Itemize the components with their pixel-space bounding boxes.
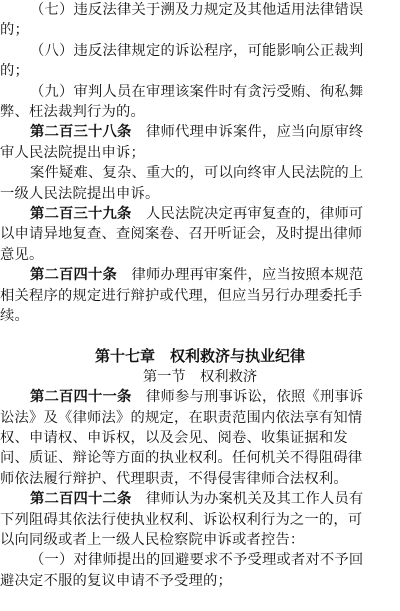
article-line: [30, 387, 363, 407]
line-text: 律师代理申诉案件，应当向原审终: [131, 124, 364, 141]
text-line: [30, 41, 363, 61]
article-number: 第二百三十八条: [30, 124, 132, 141]
line-text: 的；: [0, 22, 29, 39]
line-text: 避决定不服的复议申请不予受理的；: [0, 572, 232, 589]
line-text: 弊、枉法裁判行为的。: [0, 104, 145, 120]
text-line: [0, 102, 145, 122]
text-line: [0, 428, 348, 448]
line-text: 权、申请权、申诉权，以及会见、阅卷、收集证据和发: [0, 430, 348, 446]
text-line: [30, 82, 363, 102]
line-text: 人民法院决定再审复查的，律师可: [131, 206, 364, 222]
article-number: 第二百四十二条: [30, 491, 132, 508]
line-text: 案件疑难、复杂、重大的，可以向终审人民法院的上: [30, 165, 364, 182]
line-text: 律师参与刑事诉讼，依照《刑事诉: [131, 389, 364, 406]
text-line: [30, 0, 363, 20]
line-text: 一级人民法院提出申诉。: [0, 185, 160, 202]
text-line: [0, 20, 29, 40]
article-line: [30, 122, 363, 142]
line-text: 续。: [0, 308, 29, 324]
line-text: 审人民法院提出申诉；: [0, 144, 145, 161]
article-line: [30, 204, 363, 224]
line-text: 律师认为办案机关及其工作人员有: [131, 491, 364, 508]
line-text: 意见。: [0, 246, 44, 263]
line-text: 问、质证、辩论等方面的执业权利。任何机关不得阻碍律: [0, 450, 363, 467]
line-text: 以向同级或者上一级人民检察院申诉或者控告：: [0, 532, 305, 548]
line-text: 师依法履行辩护、代理职责，不得侵害律师合法权利。: [0, 470, 348, 487]
text-line: [0, 184, 159, 204]
line-text: 的；: [0, 63, 29, 80]
text-line: [0, 448, 362, 468]
text-line: [30, 550, 363, 570]
text-line: [0, 469, 348, 489]
article-number: 第二百四十条: [30, 267, 117, 284]
text-line: [0, 571, 232, 591]
line-text: （八）违反法律规定的诉讼程序，可能影响公正裁判: [30, 42, 364, 59]
line-text: 以申请异地复查、查阅案卷、召开听证会，及时提出律师: [0, 226, 363, 243]
article-line: [30, 265, 363, 285]
line-text: 律师办理再审案件，应当按照本规范: [116, 267, 364, 284]
article-number: 第二百四十一条: [30, 389, 132, 406]
line-text: （九）审判人员在审理该案件时有贪污受贿、徇私舞: [30, 83, 364, 100]
text-line: [0, 408, 362, 428]
line-text: 下列阻碍其依法行使执业权利、诉讼权利行为之一的，可: [0, 511, 363, 528]
line-text: （七）违反法律关于溯及力规定及其他适用法律错误: [30, 2, 364, 18]
text-line: [0, 306, 29, 326]
text-line: [0, 224, 362, 244]
text-line: [0, 286, 362, 306]
section-title: 第一节 权利救济: [142, 368, 258, 385]
text-line: [0, 245, 44, 265]
line-text: （一）对律师提出的回避要求不予受理或者对不予回: [30, 552, 364, 569]
text-line: [0, 61, 29, 81]
chapter-title: 第十七章 权利救济与执业纪律: [94, 347, 305, 366]
line-text: 相关程序的规定进行辩护或代理，但应当另行办理委托手: [0, 287, 363, 304]
text-line: [0, 143, 145, 163]
line-text: 讼法》及《律师法》的规定，在职责范围内依法享有知情: [0, 409, 363, 426]
article-line: [30, 489, 363, 509]
text-line: [0, 530, 304, 550]
text-line: [30, 163, 363, 183]
text-line: [0, 510, 362, 530]
article-number: 第二百三十九条: [30, 206, 132, 222]
